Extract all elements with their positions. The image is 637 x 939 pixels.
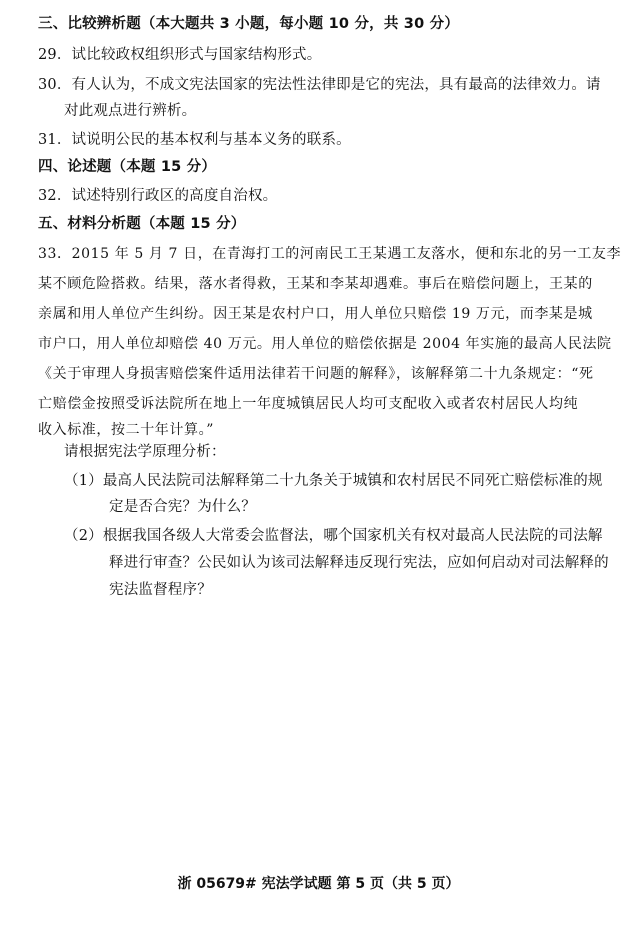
section-4-heading: 四、论述题（本题 15 分） bbox=[38, 159, 217, 175]
question-33-line-3: 亲属和用人单位产生纠纷。因王某是农村户口，用人单位只赔偿 19 万元，而李某是城 bbox=[38, 306, 593, 322]
sub-question-1-line-1: （1）最高人民法院司法解释第二十九条关于城镇和农村居民不同死亡赔偿标准的规 bbox=[64, 473, 603, 489]
sub-question-2-line-3: 宪法监督程序？ bbox=[109, 582, 212, 598]
question-30-line-2: 对此观点进行辨析。 bbox=[64, 103, 197, 119]
sub-question-2-line-1: （2）根据我国各级人大常委会监督法，哪个国家机关有权对最高人民法院的司法解 bbox=[64, 528, 603, 544]
question-33-line-4: 市户口，用人单位却赔偿 40 万元。用人单位的赔偿依据是 2004 年实施的最高人民法院 bbox=[38, 336, 612, 352]
question-31: 31．试说明公民的基本权利与基本义务的联系。 bbox=[38, 132, 351, 148]
question-33-line-2: 某不顾危险搭救。结果，落水者得救，王某和李某却遇难。事后在赔偿问题上，王某的 bbox=[38, 276, 593, 292]
section-5-heading: 五、材料分析题（本题 15 分） bbox=[38, 216, 246, 232]
section-3-heading: 三、比较辨析题（本大题共 3 小题，每小题 10 分，共 30 分） bbox=[38, 16, 460, 32]
sub-question-1-line-2: 定是否合宪？为什么？ bbox=[109, 499, 256, 515]
question-29: 29．试比较政权组织形式与国家结构形式。 bbox=[38, 47, 322, 63]
question-30-line-1: 30．有人认为，不成文宪法国家的宪法性法律即是它的宪法，具有最高的法律效力。请 bbox=[38, 77, 601, 93]
sub-question-2-line-2: 释进行审查？公民如认为该司法解释违反现行宪法，应如何启动对司法解释的 bbox=[109, 555, 609, 571]
question-33-line-5: 《关于审理人身损害赔偿案件适用法律若干问题的解释》，该解释第二十九条规定：“死 bbox=[38, 366, 594, 382]
question-33-line-1: 33．2015 年 5 月 7 日，在青海打工的河南民工王某遇工友落水，便和东北的另一工友李 bbox=[38, 246, 622, 262]
question-32: 32．试述特别行政区的高度自治权。 bbox=[38, 188, 278, 204]
question-33-line-7: 收入标准，按二十年计算。” bbox=[38, 422, 214, 438]
analysis-prompt: 请根据宪法学原理分析： bbox=[64, 444, 226, 460]
question-33-line-6: 亡赔偿金按照受诉法院所在地上一年度城镇居民人均可支配收入或者农村居民人均纯 bbox=[38, 396, 579, 412]
page-footer: 浙 05679# 宪法学试题 第 5 页（共 5 页） bbox=[177, 876, 460, 892]
